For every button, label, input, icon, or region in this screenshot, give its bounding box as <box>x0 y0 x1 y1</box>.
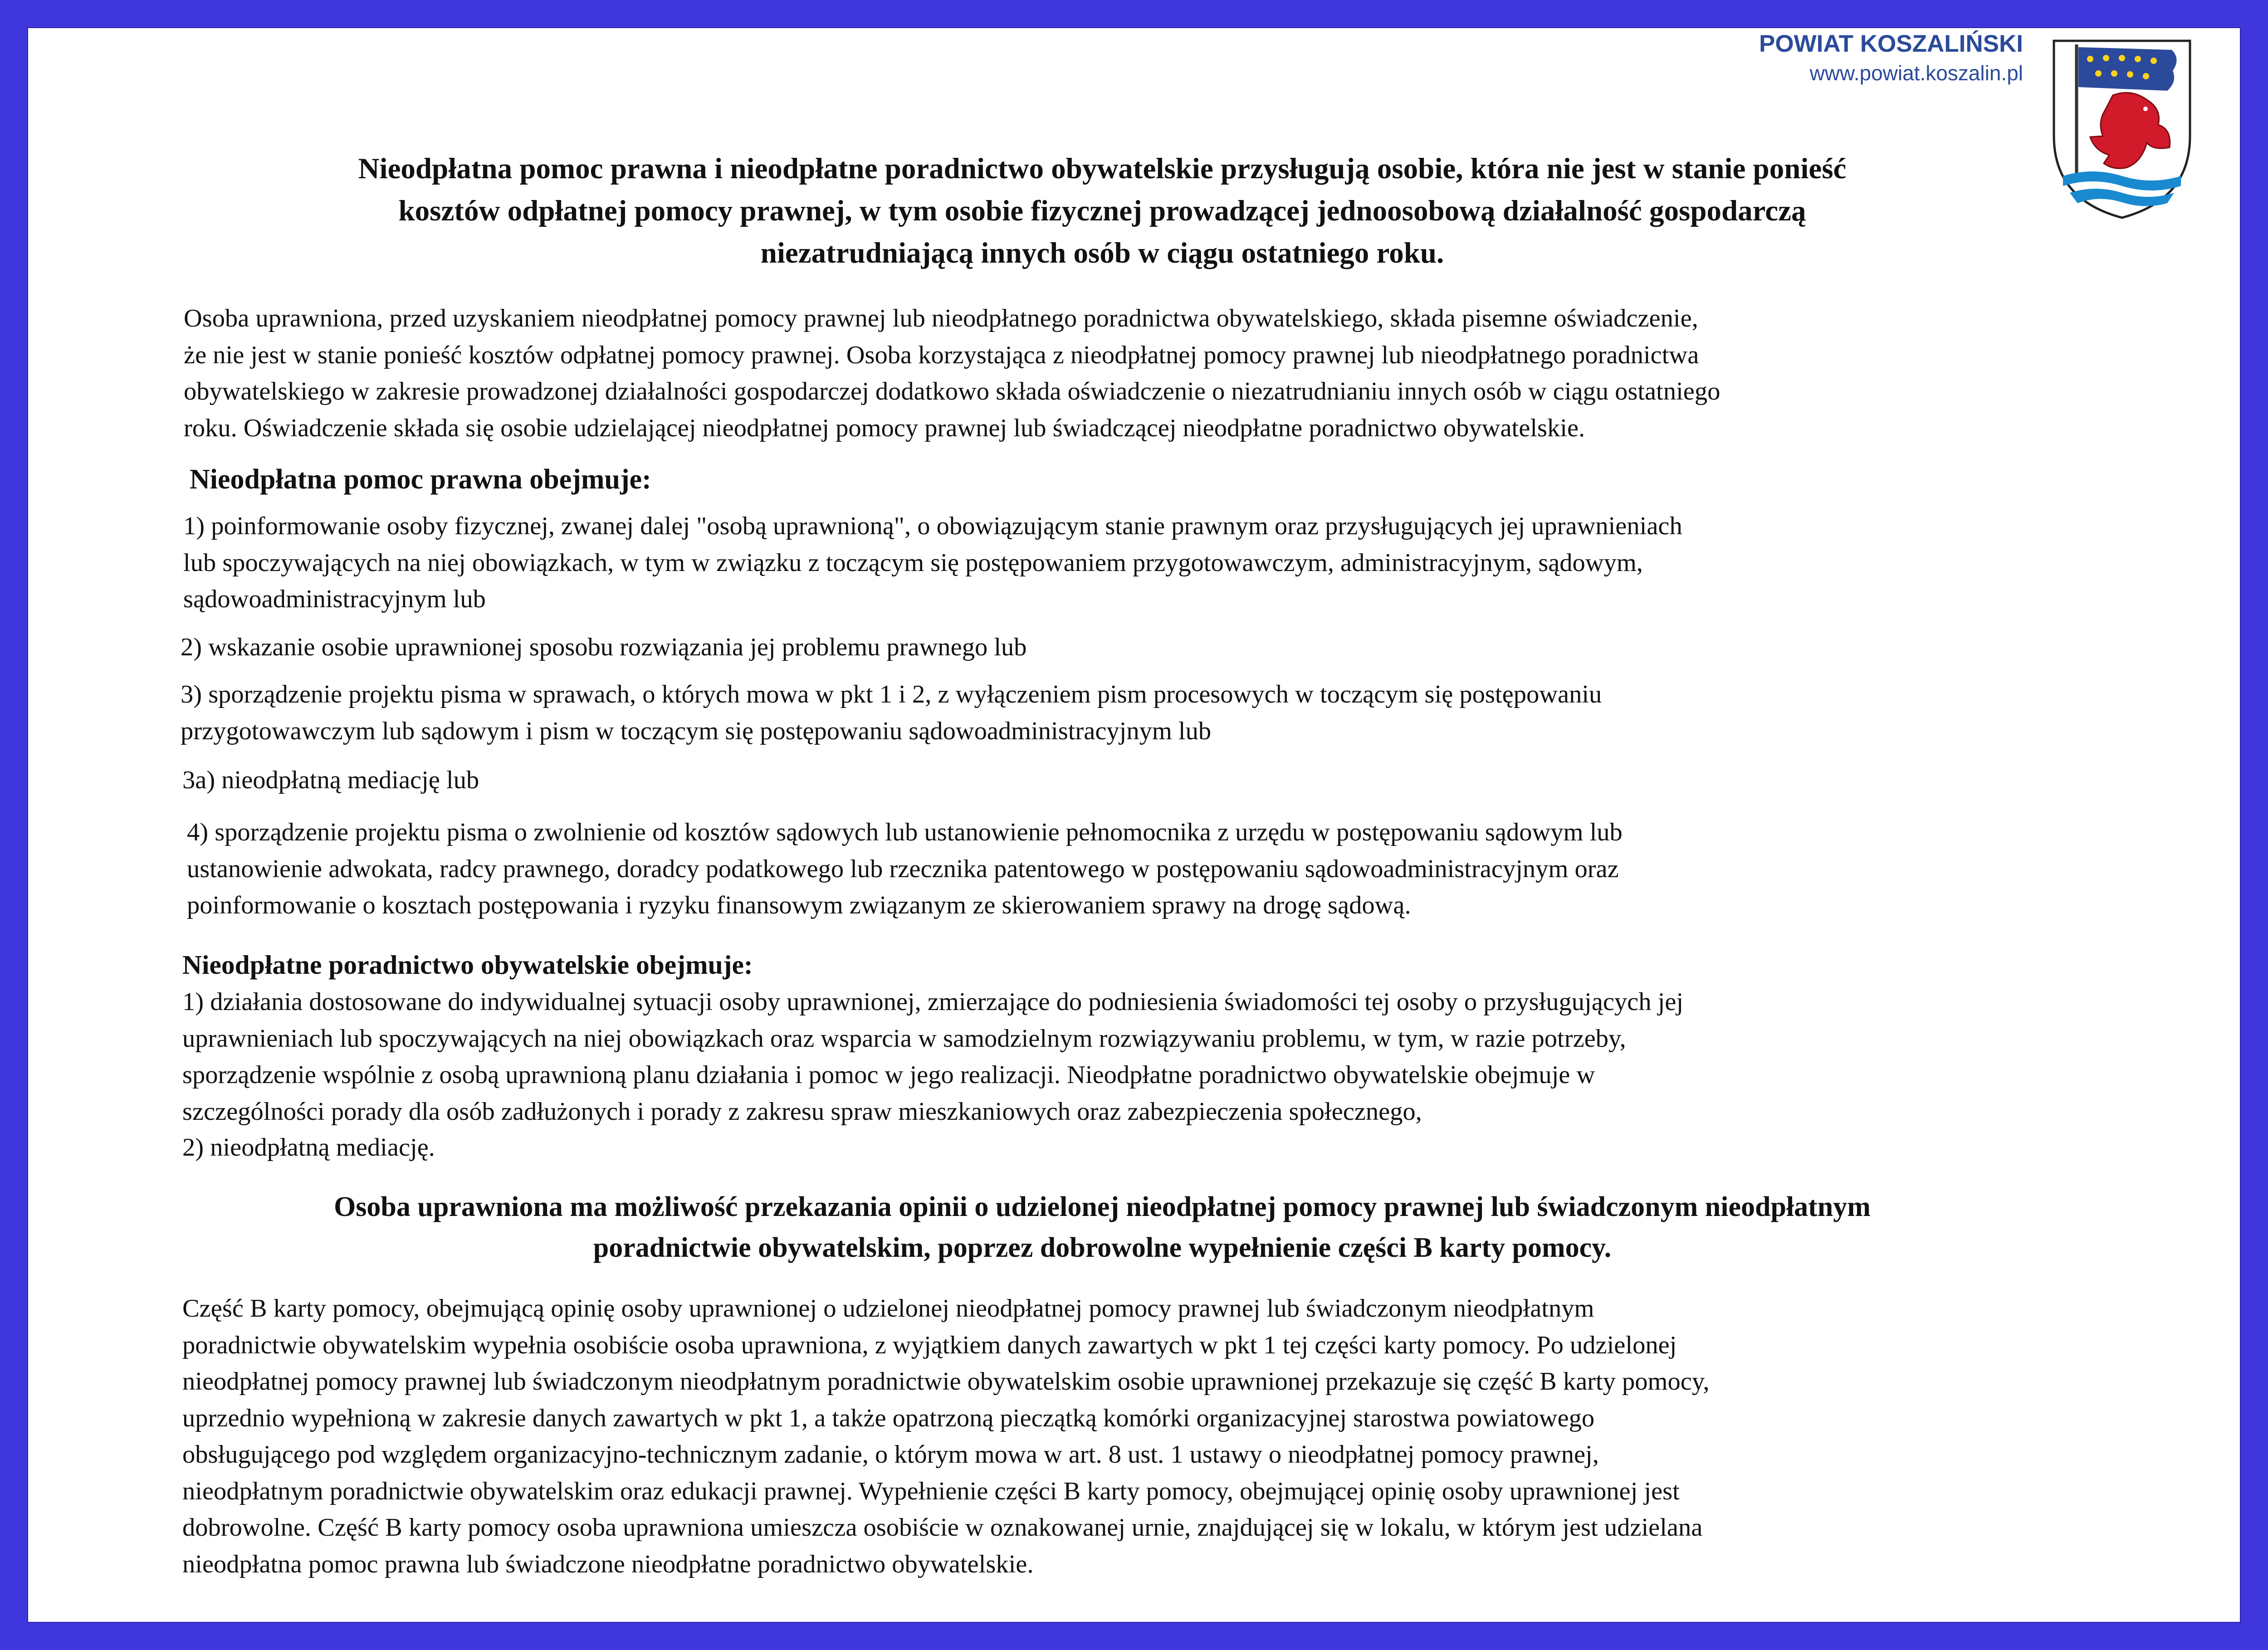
civic-counseling-item-1 <box>182 984 1683 1130</box>
legal-aid-item-3 <box>181 676 1602 749</box>
civic-counseling-item-2: 2) nieodpłatną mediację. <box>182 1133 435 1162</box>
legal-aid-item-1 <box>183 508 1682 618</box>
org-name: POWIAT KOSZALIŃSKI <box>1759 30 2023 57</box>
opinion-heading <box>163 1186 2041 1268</box>
title-line: niezatrudniającą innych osób w ciągu ostatniego roku. <box>760 237 1444 269</box>
legal-aid-heading: Nieodpłatna pomoc prawna obejmuje: <box>190 464 651 495</box>
item-line: 4) sporządzenie projektu pisma o zwolnienie od kosztów sądowych lub ustanowienie pełnomocnika z urzędu w postępowaniu sądowym lub <box>187 818 1623 846</box>
intro-paragraph <box>184 300 1720 446</box>
opinion-line: obsługującego pod względem organizacyjno-technicznym zadanie, o którym mowa w art. 8 ust. 1 ustawy o nieodpłatnej pomocy prawnej, <box>182 1440 1599 1469</box>
intro-line: roku. Oświadczenie składa się osobie udzielającej nieodpłatnej pomocy prawnej lub świadczącej nieodpłatne poradnictwo obywatelskie. <box>184 414 1585 442</box>
title-line: Nieodpłatna pomoc prawna i nieodpłatne poradnictwo obywatelskie przysługują osobie, która nie jest w stanie ponieść <box>358 152 1847 185</box>
crest-griffin-eye <box>2143 107 2148 111</box>
item-line: 1) działania dostosowane do indywidualnej sytuacji osoby uprawnionej, zmierzające do podniesienia świadomości tej osoby o przysługujących jej <box>182 988 1684 1016</box>
opinion-line: dobrowolne. Część B karty pomocy osoba uprawniona umieszcza osobiście w oznakowanej urnie, znajdującej się w lokalu, w którym jest udzielana <box>182 1513 1703 1542</box>
header <box>1759 28 2023 86</box>
intro-line: obywatelskiego w zakresie prowadzonej działalności gospodarczej dodatkowo składa oświadczenie o niezatrudnianiu innych osób w ciągu ostatniego <box>184 377 1721 405</box>
legal-aid-item-2: 2) wskazanie osobie uprawnionej sposobu rozwiązania jej problemu prawnego lub <box>181 633 1027 661</box>
opinion-line: Część B karty pomocy, obejmującą opinię osoby uprawnionej o udzielonej nieodpłatnej pomocy prawnej lub świadczonym nieodpłatnym <box>182 1294 1594 1323</box>
opinion-line: uprzednio wypełnioną w zakresie danych zawartych w pkt 1, a także opatrzoną pieczątką komórki organizacyjnej starostwa powiatowego <box>182 1404 1595 1432</box>
item-line: lub spoczywających na niej obowiązkach, w tym w związku z toczącym się postępowaniem przygotowawczym, administracyjnym, sądowym, <box>183 548 1643 577</box>
title-line: kosztów odpłatnej pomocy prawnej, w tym osobie fizycznej prowadzącej jednoosobową działalność gospodarczą <box>398 195 1806 227</box>
item-line: uprawnieniach lub spoczywających na niej obowiązkach oraz wsparcia w samodzielnym rozwiązywaniu problemu, w tym, w razie potrzeby, <box>182 1024 1626 1053</box>
item-line: poinformowanie o kosztach postępowania i ryzyku finansowym związanym ze skierowaniem sprawy na drogę sądową. <box>187 891 1411 919</box>
item-line: sądowoadministracyjnym lub <box>183 585 486 613</box>
opinion-heading-line: Osoba uprawniona ma możliwość przekazania opinii o udzielonej nieodpłatnej pomocy prawnej lub świadczonym nieodpłatnym <box>334 1191 1871 1222</box>
notice-title <box>163 148 2041 274</box>
item-line: sporządzenie wspólnie z osobą uprawnioną planu działania i pomoc w jego realizacji. Nieodpłatne poradnictwo obywatelskie obejmuje w <box>182 1061 1595 1089</box>
item-line: 3) sporządzenie projektu pisma w sprawach, o których mowa w pkt 1 i 2, z wyłączeniem pism procesowych w toczącym się postępowaniu <box>181 680 1602 708</box>
coat-of-arms-icon <box>2045 32 2199 222</box>
item-line: 1) poinformowanie osoby fizycznej, zwanej dalej "osobą uprawnioną", o obowiązującym stanie prawnym oraz przysługujących jej uprawnieniach <box>183 512 1682 540</box>
item-line: szczególności porady dla osób zadłużonych i porady z zakresu spraw mieszkaniowych oraz zabezpieczenia społecznego, <box>182 1097 1422 1126</box>
org-url[interactable]: www.powiat.koszalin.pl <box>1809 61 2023 85</box>
opinion-line: poradnictwie obywatelskim wypełnia osobiście osoba uprawniona, z wyjątkiem danych zawartych w pkt 1 tej części karty pomocy. Po udzielonej <box>182 1331 1677 1359</box>
legal-aid-item-3a: 3a) nieodpłatną mediację lub <box>182 766 479 794</box>
opinion-line: nieodpłatna pomoc prawna lub świadczone nieodpłatne poradnictwo obywatelskie. <box>182 1550 1034 1578</box>
opinion-line: nieodpłatnym poradnictwie obywatelskim oraz edukacji prawnej. Wypełnienie części B karty pomocy, obejmującej opinię osoby uprawnionej jest <box>182 1477 1680 1505</box>
item-line: przygotowawczym lub sądowym i pism w toczącym się postępowaniu sądowoadministracyjnym lub <box>181 717 1212 745</box>
crest-flag <box>2078 47 2177 91</box>
intro-line: Osoba uprawniona, przed uzyskaniem nieodpłatnej pomocy prawnej lub nieodpłatnego poradnictwa obywatelskiego, składa pisemne oświadczenie, <box>184 304 1698 332</box>
legal-aid-item-4 <box>187 814 1623 924</box>
civic-counseling-heading: Nieodpłatne poradnictwo obywatelskie obejmuje: <box>182 950 753 980</box>
intro-line: że nie jest w stanie ponieść kosztów odpłatnej pomocy prawnej. Osoba korzystająca z nieodpłatnej pomocy prawnej lub nieodpłatnego poradnictwa <box>184 341 1699 369</box>
opinion-line: nieodpłatnej pomocy prawnej lub świadczonym nieodpłatnym poradnictwie obywatelskim osobie uprawnionej przekazuje się część B karty pomocy, <box>182 1367 1710 1396</box>
opinion-paragraph <box>182 1290 1710 1582</box>
opinion-heading-line: poradnictwie obywatelskim, poprzez dobrowolne wypełnienie części B karty pomocy. <box>593 1232 1612 1263</box>
item-line: ustanowienie adwokata, radcy prawnego, doradcy podatkowego lub rzecznika patentowego w postępowaniu sądowoadministracyjnym oraz <box>187 854 1619 883</box>
